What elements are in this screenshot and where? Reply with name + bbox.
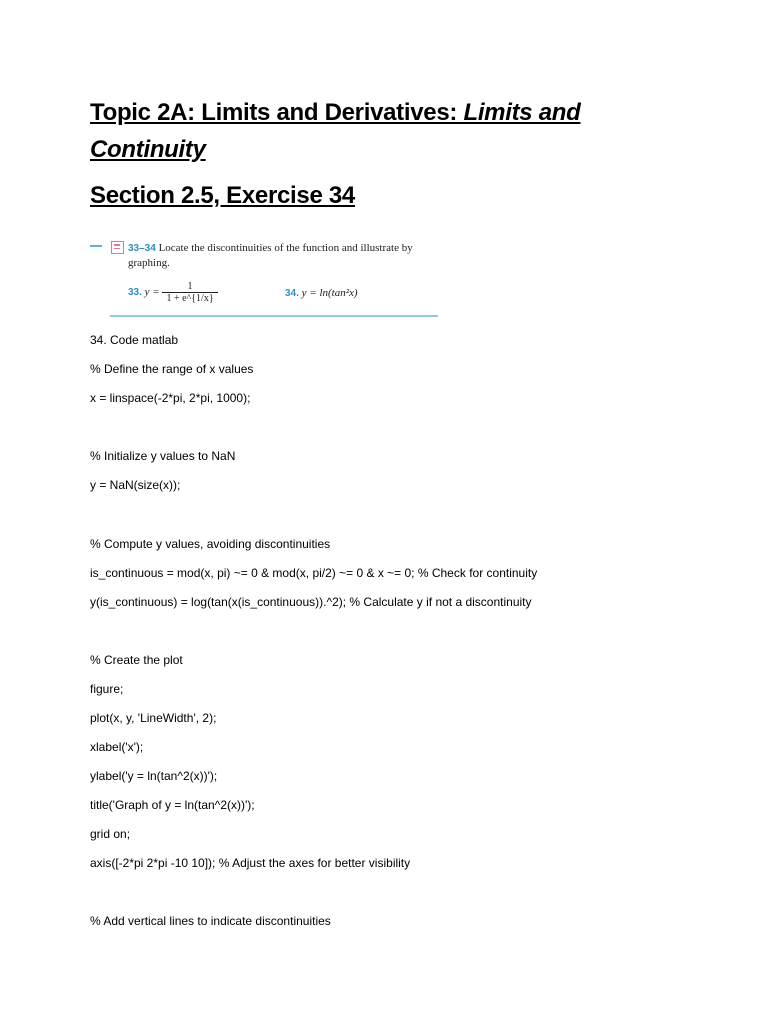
code-line: axis([-2*pi 2*pi -10 10]); % Adjust the axes for better visibility	[90, 856, 411, 870]
code-line: xlabel('x');	[90, 740, 144, 754]
code-line: % Create the plot	[90, 653, 183, 667]
code-line: % Initialize y values to NaN	[90, 449, 236, 463]
problem-33-label: 33.	[128, 287, 142, 299]
dash-mark	[90, 245, 102, 247]
divider-rule	[110, 315, 438, 317]
page-title	[90, 94, 650, 168]
code-line: % Compute y values, avoiding discontinuities	[90, 537, 331, 551]
code-line: 34. Code matlab	[90, 333, 179, 347]
section-heading: Section 2.5, Exercise 34	[90, 182, 355, 209]
problem-instruction	[128, 241, 448, 270]
code-line: plot(x, y, 'LineWidth', 2);	[90, 711, 217, 725]
code-line: % Add vertical lines to indicate discontinuities	[90, 914, 331, 928]
code-line: grid on;	[90, 827, 131, 841]
code-line: x = linspace(-2*pi, 2*pi, 1000);	[90, 391, 251, 405]
code-line: ylabel('y = ln(tan^2(x))');	[90, 769, 218, 783]
code-line: is_continuous = mod(x, pi) ~= 0 & mod(x, pi/2) ~= 0 & x ~= 0; % Check for continuity	[90, 566, 538, 580]
graphing-calculator-icon	[111, 241, 124, 254]
instruction-text: Locate the discontinuities of the function and illustrate by graphing.	[128, 242, 413, 269]
textbook-excerpt-image	[90, 237, 440, 321]
problem-34-expression: y = ln(tan²x)	[301, 287, 358, 299]
code-line: figure;	[90, 682, 124, 696]
code-line: % Define the range of x values	[90, 362, 254, 376]
title-italic: Limits and Continuity	[90, 99, 581, 163]
problem-34	[285, 287, 358, 299]
problem-33-lhs: y =	[144, 286, 160, 299]
fraction-numerator: 1	[162, 281, 217, 293]
fraction-denominator: 1 + e^{1/x}	[166, 293, 214, 304]
code-line: y(is_continuous) = log(tan(x(is_continuous)).^2); % Calculate y if not a discontinuity	[90, 595, 532, 609]
problem-34-label: 34.	[285, 288, 299, 299]
code-line: y = NaN(size(x));	[90, 478, 181, 492]
problem-33-fraction	[162, 281, 217, 304]
code-line: title('Graph of y = ln(tan^2(x))');	[90, 798, 255, 812]
problem-33	[128, 281, 218, 304]
problem-range: 33–34	[128, 243, 156, 254]
title-main: Topic 2A: Limits and Derivatives:	[90, 99, 464, 126]
